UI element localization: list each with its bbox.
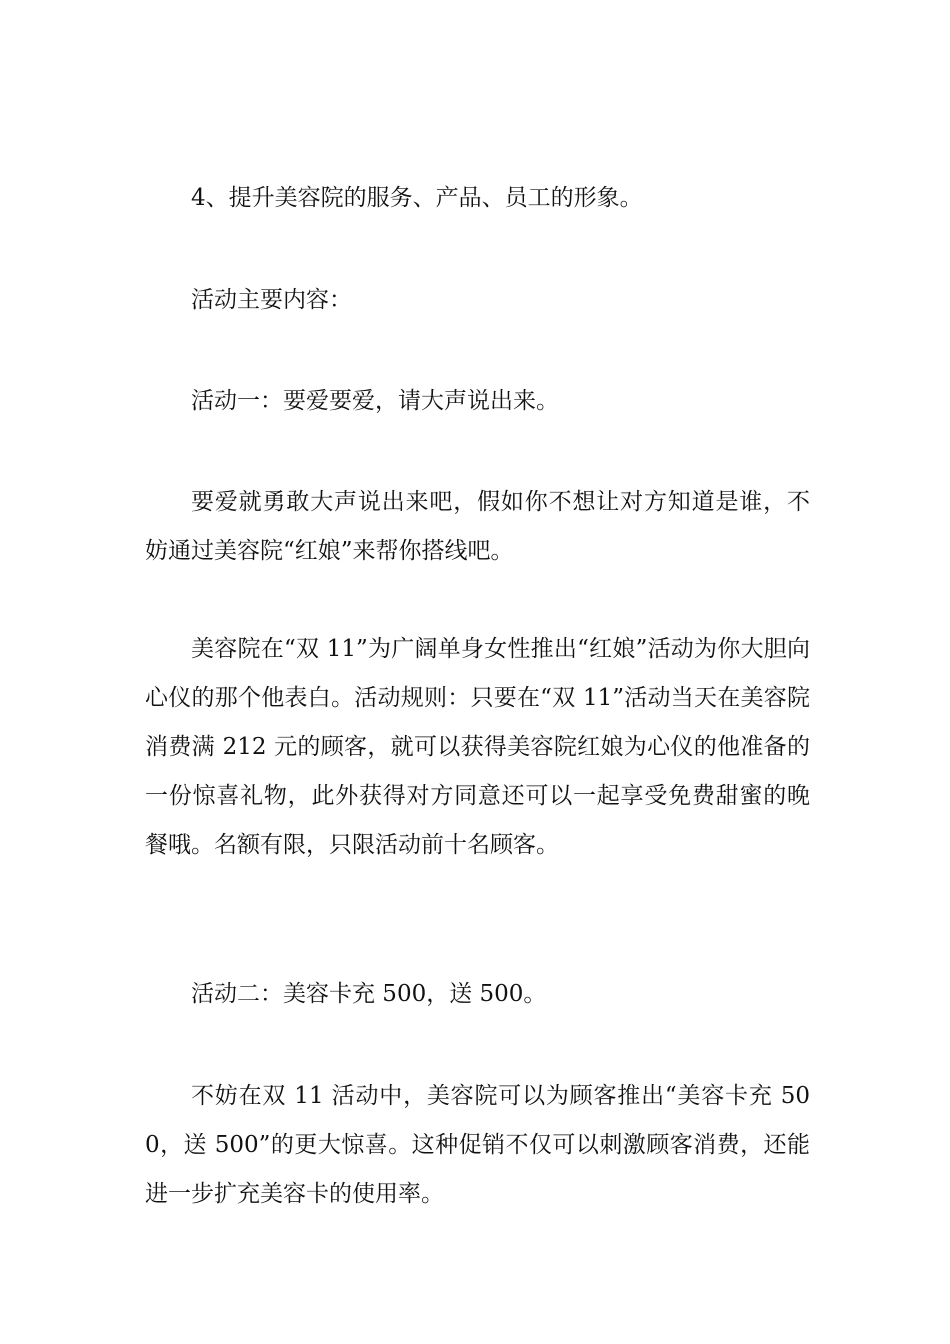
paragraph-activity-one-heading: 活动一：要爱要爱，请大声说出来。 (191, 388, 559, 414)
paragraph-main-content-heading: 活动主要内容： (191, 287, 352, 313)
paragraph-activity-two-heading: 活动二：美容卡充 500，送 500。 (191, 981, 547, 1007)
paragraph-activity-two-details: 不妨在双 11 活动中，美容院可以为顾客推出“美容卡充 500，送 500”的更大惊喜。这种促销不仅可以刺激顾客消费，还能进一步扩充美容卡的使用率。 (145, 1083, 810, 1207)
paragraph-activity-one-rules: 美容院在“双 11”为广阔单身女性推出“红娘”活动为你大胆向心仪的那个他表白。活动规则：只要在“双 11”活动当天在美容院消费满 212 元的顾客，就可以获得美容院红娘为心仪的他准备的一份惊喜礼物，此外获得对方同意还可以一起享受免费甜蜜的晚餐哦。名额有限，只限活动前十名顾客。 (145, 636, 810, 858)
paragraph-activity-one-intro: 要爱就勇敢大声说出来吧，假如你不想让对方知道是谁，不妨通过美容院“红娘”来帮你搭线吧。 (145, 489, 810, 564)
paragraph-goal-4: 4、提升美容院的服务、产品、员工的形象。 (191, 185, 643, 211)
